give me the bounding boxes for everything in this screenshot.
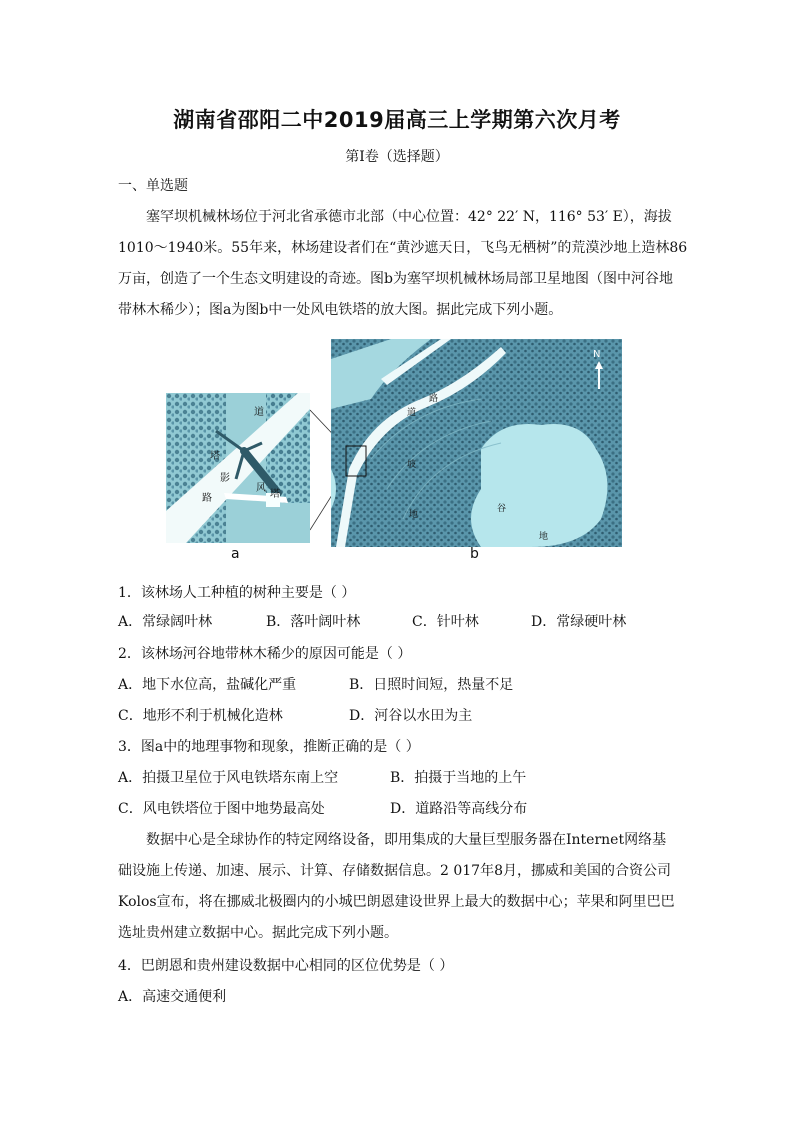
label-lu: 路 [202, 493, 212, 504]
q3-option-d: D．道路沿等高线分布 [390, 801, 528, 817]
q1-option-c: C．针叶林 [412, 614, 479, 630]
question-2-stem: 2．该林场河谷地带林木稀少的原因可能是（ ） [118, 646, 412, 662]
passage2-line: Kolos宣布，将在挪威北极圈内的小城巴朗恩建设世界上最大的数据中心；苹果和阿里巴巴 [118, 894, 675, 910]
page-title: 湖南省邵阳二中2019届高三上学期第六次月考 [173, 108, 621, 132]
question-1-stem: 1．该林场人工种植的树种主要是（ ） [118, 585, 356, 601]
label-di1: 地 [409, 510, 419, 520]
q2-option-c: C．地形不利于机械化造林 [118, 708, 283, 724]
svg-text:N: N [593, 349, 601, 360]
passage2-line: 选址贵州建立数据中心。据此完成下列小题。 [118, 925, 398, 941]
label-gu: 谷 [497, 504, 507, 514]
label-feng: 风 [256, 483, 266, 494]
q1-option-a: A．常绿阔叶林 [118, 614, 213, 630]
label-ying: 影 [220, 473, 230, 484]
label-ta: 塔 [210, 451, 220, 462]
figure-a-label: a [231, 546, 240, 562]
label-po: 坡 [407, 460, 417, 470]
passage1-line: 1010～1940米。55年来，林场建设者们在“黄沙遮天日，飞鸟无栖树”的荒漠沙地上造林86 [118, 240, 688, 256]
q2-option-b: B．日照时间短，热量不足 [349, 677, 514, 693]
label-dao: 道 [254, 407, 264, 418]
passage1-line: 带林木稀少）；图a为图b中一处风电铁塔的放大图。据此完成下列小题。 [118, 302, 563, 318]
label-dao: 道 [407, 408, 417, 418]
figure-b-label: b [470, 546, 479, 562]
q4-option-a: A．高速交通便利 [118, 989, 227, 1005]
passage1-line: 万亩，创造了一个生态文明建设的奇迹。图b为塞罕坝机械林场局部卫星地图（图中河谷地 [118, 271, 673, 287]
q3-option-a: A．拍摄卫星位于风电铁塔东南上空 [118, 770, 339, 786]
figure-a-wind-tower-image [166, 393, 310, 543]
passage2-line: 础设施上传递、加速、展示、计算、存储数据信息。2 017年8月，挪威和美国的合资公司 [118, 863, 671, 879]
passage1-line: 塞罕坝机械林场位于河北省承德市北部（中心位置：42° 22′ N，116° 53′ E），海拔 [146, 209, 672, 225]
label-lu: 路 [429, 394, 439, 404]
q1-option-b: B．落叶阔叶林 [266, 614, 361, 630]
label-di2: 地 [539, 532, 549, 542]
q2-option-a: A．地下水位高，盐碱化严重 [118, 677, 297, 693]
section-heading: 一、单选题 [118, 178, 188, 194]
q3-option-c: C．风电铁塔位于图中地势最高处 [118, 801, 325, 817]
label-ta2: 塔 [270, 489, 280, 500]
question-4-stem: 4．巴朗恩和贵州建设数据中心相同的区位优势是（ ） [118, 958, 454, 974]
page-subtitle: 第Ⅰ卷（选择题） [345, 149, 449, 165]
q2-option-d: D．河谷以水田为主 [349, 708, 473, 724]
q1-option-d: D．常绿硬叶林 [531, 614, 627, 630]
figure-b-satellite-map [331, 339, 622, 547]
question-3-stem: 3．图a中的地理事物和现象，推断正确的是（ ） [118, 739, 420, 755]
passage2-line: 数据中心是全球协作的特定网络设备，即用集成的大量巨型服务器在Internet网络基 [146, 832, 667, 848]
q3-option-b: B．拍摄于当地的上午 [390, 770, 527, 786]
